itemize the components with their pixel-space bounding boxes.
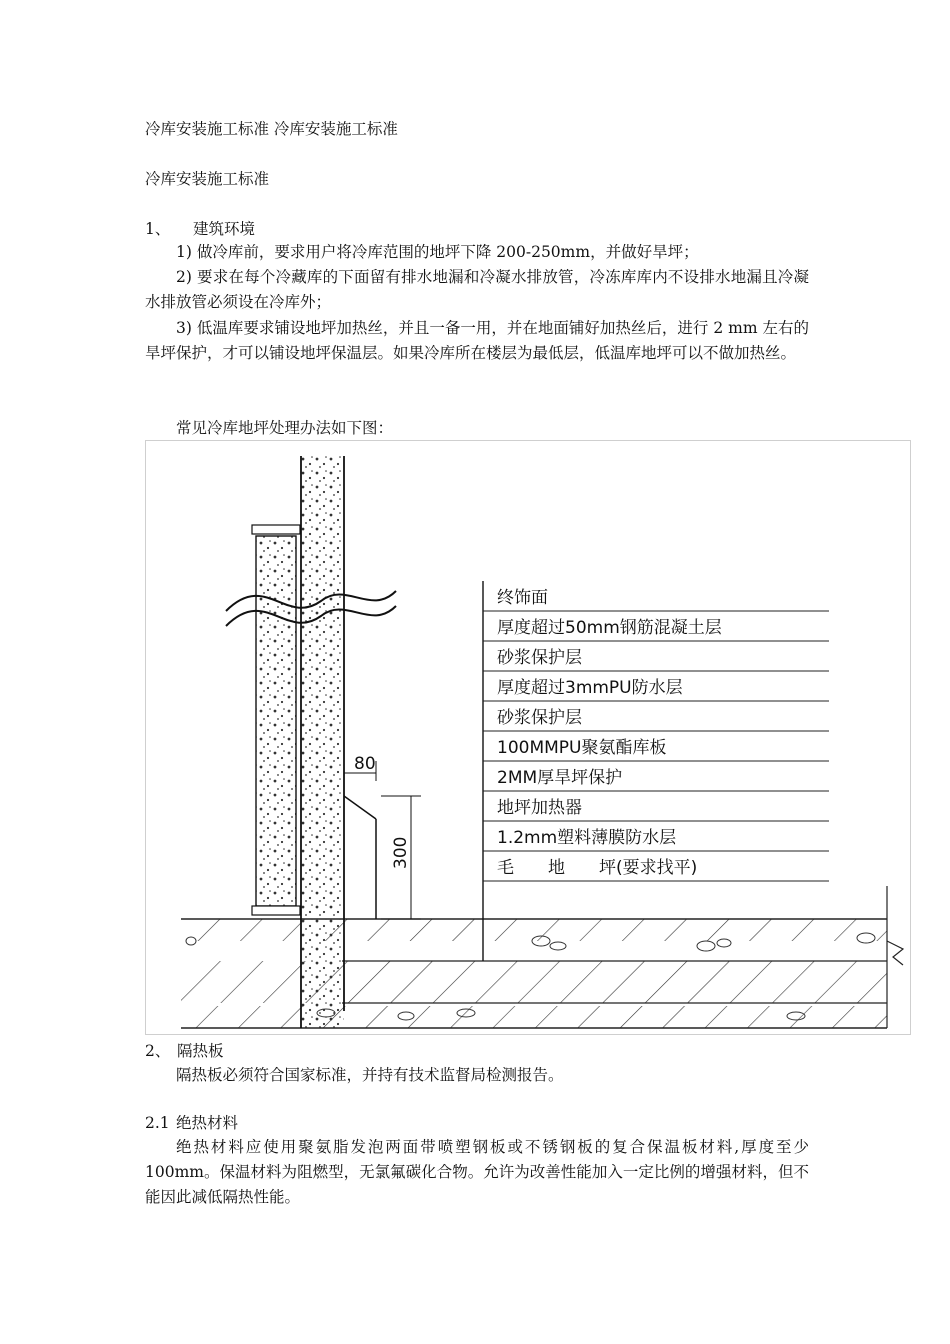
section-2-1-number: 2.1 [145,1114,170,1132]
layer-table [483,581,829,961]
section-1-item-1: 1) 做冷库前，要求用户将冷库范围的地坪下降 200-250mm，并做好旱坪； [176,243,699,261]
layer-label: 2MM厚旱坪保护 [497,768,623,788]
dimension-width: 80 [354,754,376,774]
floor-section-figure [145,440,911,1035]
layer-label: 厚度超过50mm钢筋混凝土层 [497,618,722,638]
section-2-1-body: 绝热材料应使用聚氨脂发泡两面带喷塑钢板或不锈钢板的复合保温板材料,厚度至少100mm。保温材料为阻燃型，无氯氟碳化合物。允许为改善性能加入一定比例的增强材料，但不能因此减低隔热性能。 [145,1138,809,1206]
floor-section-drawing [146,441,911,1035]
concrete-wall [301,456,344,1028]
section-1-title: 建筑环境 [193,220,256,238]
section-1-number: 1、 [145,220,171,238]
layer-label: 终饰面 [497,588,548,608]
section-2-number: 2、 [145,1042,171,1060]
layer-label: 地坪加热器 [497,798,582,818]
figure-caption: 常见冷库地坪处理办法如下图： [176,419,394,437]
doc-title: 冷库安装施工标准 [145,170,270,188]
section-2-body: 隔热板必须符合国家标准，并持有技术监督局检测报告。 [176,1066,564,1084]
layer-label: 毛 地 坪(要求找平) [497,858,698,878]
layer-label: 100MMPU聚氨酯库板 [497,738,667,758]
dimension-height: 300 [391,836,411,869]
section-1-item-3: 3) 低温库要求铺设地坪加热丝，并且一备一用，并在地面铺好加热丝后，进行 2 mm 左右的旱坪保护，才可以铺设地坪保温层。如果冷库所在楼层为最低层，低温库地坪可以不做加热丝。 [145,319,809,362]
section-2-1-title: 绝热材料 [176,1114,239,1132]
layer-label: 1.2mm塑料薄膜防水层 [497,828,677,848]
section-2-title: 隔热板 [177,1042,224,1060]
section-1-item-2: 2) 要求在每个冷藏库的下面留有排水地漏和冷凝水排放管，冷冻库库内不设排水地漏且冷凝水排放管必须设在冷库外； [145,268,809,311]
layer-label: 砂浆保护层 [497,708,582,728]
layer-label: 砂浆保护层 [497,648,582,668]
layer-label: 厚度超过3mmPU防水层 [497,678,683,698]
header-line: 冷库安装施工标准 冷库安装施工标准 [145,120,398,138]
insulation-panel [252,525,300,915]
layer-labels [497,588,722,878]
